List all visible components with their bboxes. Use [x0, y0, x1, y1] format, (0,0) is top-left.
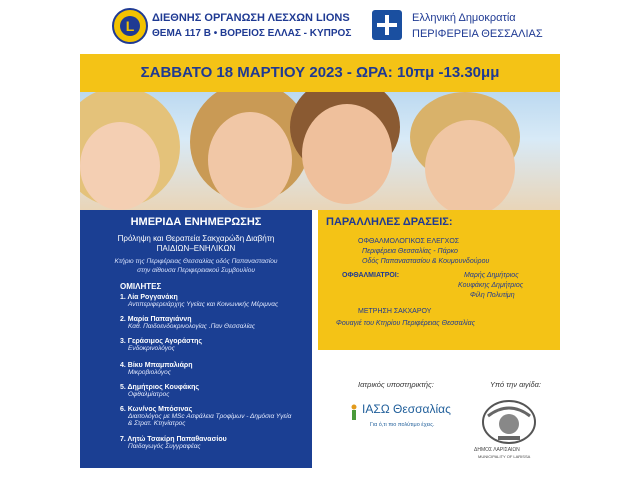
doctors-label: ΟΦΘΑΛΜΙΑΤΡΟΙ: — [342, 272, 400, 279]
sugar-check-title: ΜΕΤΡΗΣΗ ΣΑΚΧΑΡΟΥ — [358, 308, 432, 315]
session-subtitle: Πρόληψη και Θεραπεία Σακχαρώδη Διαβήτη — [117, 234, 275, 243]
venue-line-2: στην αίθουσα Περιφερειακού Συμβουλίου — [137, 267, 255, 274]
speaker-item — [120, 384, 310, 398]
sponsors-area — [318, 350, 560, 468]
speaker-role: Καθ. Παιδοενδοκρινολογίας .Παν Θεσσαλίας — [128, 323, 256, 330]
speaker-item — [120, 362, 310, 376]
family-photo — [80, 92, 560, 210]
speaker-item — [120, 294, 310, 308]
speaker-role: Διαιτολόγος με MSc Ασφάλεια Τροφίμων - Δημόσια Υγεία — [128, 413, 292, 420]
iaso-logo-icon — [348, 404, 360, 420]
doctor-name: Μαρής Δημήτριος — [464, 272, 519, 279]
speaker-role: Ενδοκρινολόγος — [128, 345, 175, 352]
speaker-item — [120, 436, 310, 450]
doctor-name: Κουφάκης Δημήτριος — [458, 282, 524, 289]
eye-check-title: ΟΦΘΑΛΜΟΛΟΓΙΚΟΣ ΕΛΕΓΧΟΣ — [358, 238, 460, 245]
speaker-role: Μικροβιολόγος — [128, 369, 171, 376]
speaker-name: 6. Κων/νος Μπόσινας — [120, 406, 193, 413]
lions-logo: L — [112, 8, 148, 44]
gov-title: Ελληνική Δημοκρατία — [412, 12, 516, 24]
lions-district: ΘΕΜΑ 117 Β • ΒΟΡΕΙΟΣ ΕΛΛΑΣ - ΚΥΠΡΟΣ — [152, 28, 352, 39]
speaker-item — [120, 406, 310, 427]
speaker-name: 2. Μαρία Παπαγιάννη — [120, 316, 192, 323]
speaker-name: 1. Λία Ρογγανάκη — [120, 294, 178, 301]
medical-sponsor-label: Ιατρικός υποστηρικτής: — [358, 380, 434, 389]
sugar-check-place: Φουαγιέ του Κτηρίου Περιφέρειας Θεσσαλίας — [336, 320, 475, 327]
speaker-name: 7. Λητώ Τσακίρη Παπαθανασίου — [120, 436, 227, 443]
speaker-item — [120, 338, 310, 352]
parallel-actions-title: ΠΑΡΑΛΛΗΛΕΣ ΔΡΑΣΕΙΣ: — [326, 216, 453, 228]
speaker-item — [120, 316, 310, 330]
larisa-emblem-icon — [478, 398, 540, 446]
date-band — [80, 54, 560, 92]
speaker-name: 3. Γεράσιμος Αγοράστης — [120, 338, 202, 345]
doctor-name: Φίλη Πολυτίμη — [470, 292, 515, 299]
event-date: ΣΑΒΒΑΤΟ 18 ΜΑΡΤΙΟΥ 2023 - ΩΡΑ: 10πμ -13.30μμ — [140, 64, 500, 81]
larisa-municipality-greek: ΔΗΜΟΣ ΛΑΡΙΣΑΙΩΝ — [474, 447, 520, 453]
patronage-label: Υπό την αιγίδα: — [490, 380, 541, 389]
eye-check-place-2: Οδός Παπαναστασίου & Κουμουνδούρου — [362, 258, 490, 265]
iaso-name: ΙΑΣΩ Θεσσαλίας — [362, 402, 451, 416]
session-audience: ΠΑΙΔΙΩΝ–ΕΝΗΛΙΚΩΝ — [156, 244, 236, 253]
eye-check-place-1: Περιφέρεια Θεσσαλίας - Πάρκο — [362, 248, 458, 255]
speaker-role: Αντιπεριφερειάρχης Υγείας και Κοινωνικής Μέριμνας — [128, 301, 279, 308]
lions-title: ΔΙΕΘΝΗΣ ΟΡΓΑΝΩΣΗ ΛΕΣΧΩΝ LIONS — [152, 12, 350, 24]
parallel-actions-panel — [318, 210, 560, 350]
speakers-heading: ΟΜΙΛΗΤΕΣ — [120, 282, 162, 291]
session-title: ΗΜΕΡΙΔΑ ΕΝΗΜΕΡΩΣΗΣ — [130, 216, 262, 228]
speaker-name: 4. Βίκυ Μπαμπαλιάρη — [120, 362, 193, 369]
greek-cross-icon — [372, 10, 402, 40]
speaker-role: Παιδαγωγός Συγγραφέας — [128, 443, 201, 450]
larisa-municipality-english: MUNICIPALITY OF LARISSA — [478, 454, 531, 459]
iaso-tagline: Για ό,τι πιο πολύτιμο έχεις. — [370, 422, 435, 428]
speaker-role: Οφθαλμίατρος — [128, 391, 170, 398]
region-title: ΠΕΡΙΦΕΡΕΙΑ ΘΕΣΣΑΛΙΑΣ — [412, 28, 543, 40]
info-session-panel — [80, 210, 312, 468]
header — [0, 0, 640, 54]
speaker-name: 5. Δημήτριος Κουφάκης — [120, 384, 200, 391]
speaker-role-2: & Στρατ. Κτηνίατρος — [128, 420, 186, 427]
venue-line-1: Κτήριο της Περιφέρειας Θεσσαλίας οδός Παπαναστασίου — [114, 258, 278, 265]
